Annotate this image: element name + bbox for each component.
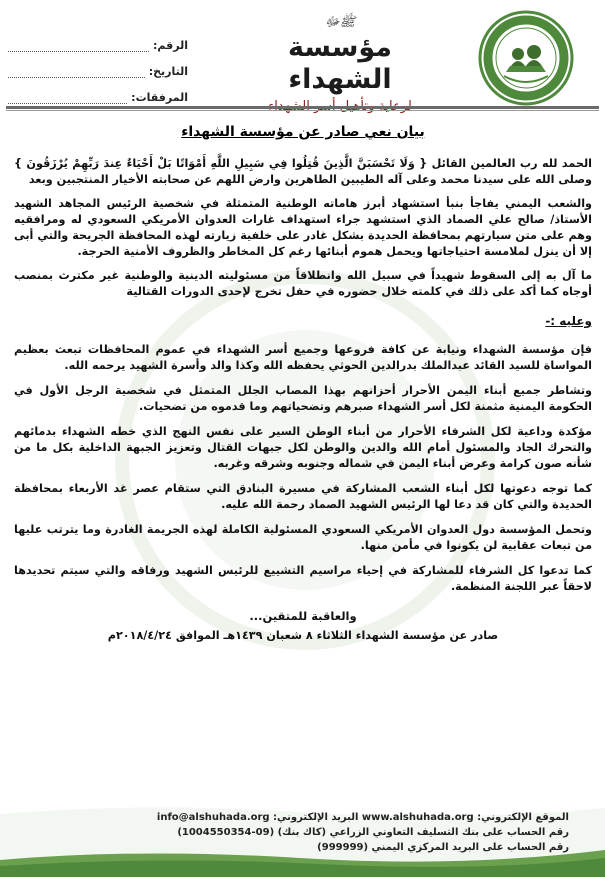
organization-name: مؤسسة الشهداء (287, 32, 393, 95)
date-field (8, 52, 188, 78)
section-heading: وعليه :- (545, 314, 592, 328)
attachments-label: المرفقات: (131, 91, 188, 104)
paragraph-2: والشعب اليمني يفاجأ بنبأ استشهاد أبرز هاماته الوطنية المتمثلة في شخصية الرئيس المجاهد الشهيد الأستاذ/ صالح علي الصماد الذي استشهد جراء استهداف غارات العدوان الأمريكي السعودي له ومرافقيه وهم على متن سيارتهم بمحافظة الحديدة بشكل غادر على خلفية زيارته لهذه المحافظة الجريحة والتي أبى إلا أن ينزل لملامسة احتياجاتها ويحمل هموم أبنائها رغم كل المخاطر والظروف الأمنية الحرجة. (14, 197, 592, 258)
issuance-line: صادر عن مؤسسة الشهداء الثلاثاء ٨ شعبان ١٤٣٩هـ الموافق ٢٠١٨/٤/٢٤م (107, 629, 499, 642)
reference-fields (8, 26, 188, 104)
header-divider-thin (6, 110, 599, 111)
number-field (8, 26, 188, 52)
date-label: التاريخ: (148, 65, 188, 78)
statement-body (14, 118, 592, 642)
paragraph-7: كما توجه دعوتها لكل أبناء الشعب المشاركة في مسيرة البنادق التي ستقام عصر غد الأربعاء بمحافظة الحديدة والتي كان قد دعا لها الرئيس الشهيد الصماد رحمة الله عليه. (14, 482, 592, 511)
date-line (8, 67, 145, 78)
number-line (8, 41, 149, 52)
paragraph-8: وتحمل المؤسسة دول العدوان الأمريكي السعودي المسئولية الكاملة لهذه الجريمة الغادرة وما يترتب عليها من تبعات عقابية لن يكونوا في مأمن منها. (14, 523, 592, 552)
letterhead-footer (0, 800, 605, 877)
bank-account-line: رقم الحساب على بنك التسليف التعاوني الزراعي (كاك بنك) (09-1004550354) (177, 827, 569, 838)
organization-logo (478, 10, 574, 106)
paragraph-3: ما آل به إلى السقوط شهيداً في سبيل الله وانطلاقاً من مسئوليته الدينية والوطنية غير مكترث بمنصب أوجاه كما أكد على ذلك في كلمته خلال حضوره في حفل تخرج لإحدى الدورات القتالية (14, 269, 592, 298)
attachments-line (8, 93, 127, 104)
letterhead (0, 0, 605, 112)
opening-paragraph: الحمد لله رب العالمين القائل { وَلَا تَحْسَبَنَّ الَّذِينَ قُتِلُوا فِي سَبِيلِ اللَّهِ أَمْوَاتًا بَلْ أَحْيَاءٌ عِندَ رَبِّهِمْ يُرْزَقُونَ } وصلى الله على سيدنا محمد وعلى آله الطيبين الطاهرين وارض اللهم عن صحابته الأخيار المنتجبين وبعد (14, 157, 592, 186)
paragraph-9: كما تدعوا كل الشرفاء للمشاركة في إحياء مراسيم التشييع للرئيس الشهيد ورفاقه والتي سيتم تحديدها لاحقاً عبر اللجنة المنظمة. (14, 564, 592, 593)
paragraph-5: وتشاطر جميع أبناء اليمن الأحرار أحزانهم بهذا المصاب الجلل المتمثل في شخصية الرجل الأول في الحكومة اليمنية مثمنة لكل أسر الشهداء صبرهم وتضحياتهم وما قدموه من تضحيات. (14, 384, 592, 413)
basmala-calligraphy: ﷺﷻ (324, 15, 356, 30)
attachments-field (8, 78, 188, 104)
contact-info (156, 810, 569, 855)
postal-account-line: رقم الحساب على البريد المركزي اليمني (999999) (317, 842, 569, 853)
number-label: الرقم: (153, 39, 188, 52)
organization-title (235, 12, 445, 102)
website-email-line: الموقع الإلكتروني: www.alshuhada.org البريد الإلكتروني: info@alshuhada.org (156, 812, 569, 823)
document-title: بيان نعي صادر عن مؤسسة الشهداء (181, 124, 425, 140)
header-divider (6, 106, 599, 109)
paragraph-6: مؤكدة وداعية لكل الشرفاء الأحرار من أبناء الوطن السير على نفس النهج الذي خطه الشهداء بدمائهم والتحرك الجاد والمسئول أمام الله والدين والوطن لكل جبهات القتال وتعزيز الجبهة الداخلية بكل ما من شأنه صون كرامة وعرض أبناء اليمن في شماله وجنوبه وشرقه وغربه. (14, 425, 592, 470)
closing-phrase: والعاقبة للمتقين... (249, 609, 357, 623)
paragraph-4: فإن مؤسسة الشهداء ونيابة عن كافة فروعها وجميع أسر الشهداء في عموم المحافظات تبعث بعظيم المواساة للسيد القائد عبدالملك بدرالدين الحوثي يحفظه الله وكذا والد وأسرة الشهيد يرحمه الله. (14, 343, 592, 372)
